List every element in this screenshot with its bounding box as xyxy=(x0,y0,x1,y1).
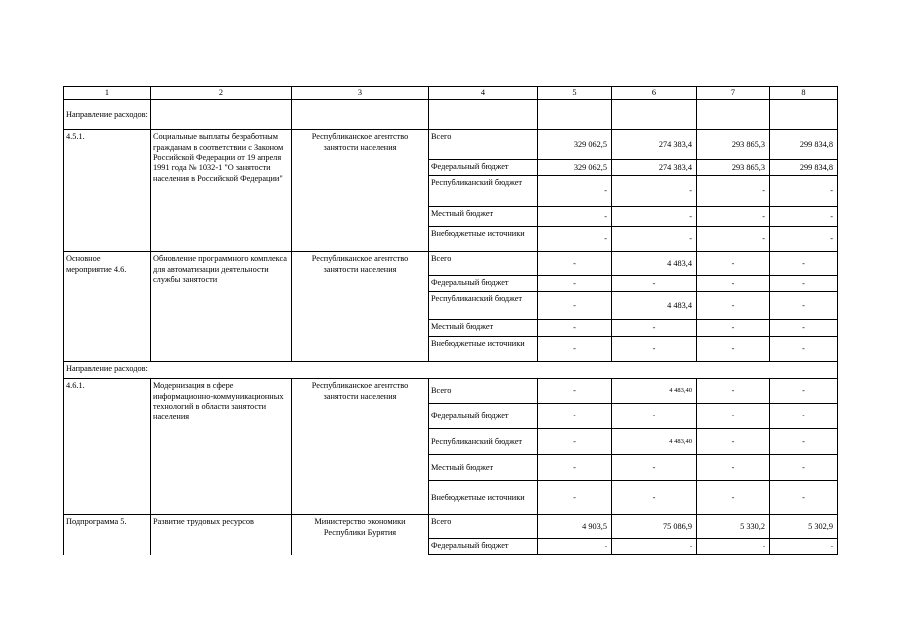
value-cell: - xyxy=(770,207,838,227)
col-header-7: 7 xyxy=(697,87,770,100)
value-cell: - xyxy=(697,207,770,227)
row-executor: Республиканское агентство занятости населения xyxy=(292,130,429,252)
source-label: Республиканский бюджет xyxy=(429,176,538,207)
value-cell: - xyxy=(697,455,770,481)
source-label: Местный бюджет xyxy=(429,455,538,481)
value-cell: - xyxy=(770,337,838,362)
section-row xyxy=(64,362,838,379)
value-cell: - xyxy=(697,320,770,337)
source-label: Республиканский бюджет xyxy=(429,292,538,320)
row-code: 4.5.1. xyxy=(64,130,151,252)
row-name: Модернизация в сфере информационно-коммуникационных технологий в области занятости населения xyxy=(151,379,292,515)
value-cell: - xyxy=(770,481,838,515)
col-header-4: 4 xyxy=(429,87,538,100)
value-cell: - xyxy=(538,292,612,320)
value-cell: - xyxy=(770,455,838,481)
value-cell: 5 330,2 xyxy=(697,515,770,539)
value-cell: - xyxy=(612,539,697,555)
value-cell: - xyxy=(697,176,770,207)
table-row xyxy=(64,252,838,276)
col-header-5: 5 xyxy=(538,87,612,100)
col-header-1: 1 xyxy=(64,87,151,100)
value-cell: - xyxy=(697,252,770,276)
value-cell: - xyxy=(697,429,770,455)
source-label: Всего xyxy=(429,379,538,404)
table-row xyxy=(64,379,838,404)
row-code: 4.6.1. xyxy=(64,379,151,515)
value-cell: - xyxy=(612,276,697,292)
value-cell: - xyxy=(612,481,697,515)
value-cell: - xyxy=(538,320,612,337)
source-label: Всего xyxy=(429,252,538,276)
source-label: Всего xyxy=(429,130,538,160)
value-cell: 274 383,4 xyxy=(612,130,697,160)
row-name: Обновление программного комплекса для автоматизации деятельности службы занятости xyxy=(151,252,292,362)
value-cell: - xyxy=(770,539,838,555)
value-cell: 293 865,3 xyxy=(697,160,770,176)
source-label: Федеральный бюджет xyxy=(429,404,538,429)
header-row xyxy=(64,87,838,100)
value-cell: - xyxy=(538,276,612,292)
value-cell: 4 903,5 xyxy=(538,515,612,539)
row-code: Подпрограмма 5. xyxy=(64,515,151,555)
value-cell: 4 483,4 xyxy=(612,252,697,276)
value-cell: - xyxy=(612,207,697,227)
value-cell: 4 483,40 xyxy=(612,379,697,404)
value-cell: 329 062,5 xyxy=(538,160,612,176)
value-cell: - xyxy=(770,292,838,320)
table-row xyxy=(64,130,838,160)
value-cell: - xyxy=(770,252,838,276)
col-header-3: 3 xyxy=(292,87,429,100)
value-cell: - xyxy=(697,337,770,362)
value-cell: - xyxy=(770,320,838,337)
value-cell: - xyxy=(538,539,612,555)
source-label: Всего xyxy=(429,515,538,539)
source-label: Республиканский бюджет xyxy=(429,429,538,455)
value-cell: 299 834,8 xyxy=(770,130,838,160)
value-cell: - xyxy=(697,539,770,555)
row-code: Основное мероприятие 4.6. xyxy=(64,252,151,362)
section-row xyxy=(64,100,838,130)
value-cell: 299 834,8 xyxy=(770,160,838,176)
value-cell: - xyxy=(538,337,612,362)
value-cell: - xyxy=(538,455,612,481)
source-label: Местный бюджет xyxy=(429,207,538,227)
value-cell: - xyxy=(697,276,770,292)
value-cell: 4 483,4 xyxy=(612,292,697,320)
section-title: Направление расходов: xyxy=(64,100,151,130)
value-cell: - xyxy=(612,337,697,362)
value-cell: - xyxy=(612,176,697,207)
value-cell: 5 302,9 xyxy=(770,515,838,539)
source-label: Внебюджетные источники xyxy=(429,481,538,515)
value-cell: - xyxy=(538,404,612,429)
value-cell: - xyxy=(697,227,770,252)
value-cell: - xyxy=(697,404,770,429)
value-cell: - xyxy=(538,252,612,276)
value-cell: - xyxy=(538,429,612,455)
value-cell: - xyxy=(538,176,612,207)
source-label: Федеральный бюджет xyxy=(429,539,538,555)
value-cell: - xyxy=(538,227,612,252)
value-cell: 329 062,5 xyxy=(538,130,612,160)
source-label: Внебюджетные источники xyxy=(429,227,538,252)
row-name: Развитие трудовых ресурсов xyxy=(151,515,292,555)
row-executor: Республиканское агентство занятости населения xyxy=(292,252,429,362)
value-cell: - xyxy=(612,404,697,429)
value-cell: - xyxy=(538,481,612,515)
value-cell: - xyxy=(697,481,770,515)
col-header-6: 6 xyxy=(612,87,697,100)
row-executor: Министерство экономики Республики Бурятия xyxy=(292,515,429,555)
value-cell: - xyxy=(770,227,838,252)
table-row xyxy=(64,515,838,539)
value-cell: - xyxy=(770,404,838,429)
value-cell: - xyxy=(770,176,838,207)
col-header-8: 8 xyxy=(770,87,838,100)
source-label: Федеральный бюджет xyxy=(429,160,538,176)
value-cell: - xyxy=(770,276,838,292)
source-label: Местный бюджет xyxy=(429,320,538,337)
source-label: Федеральный бюджет xyxy=(429,276,538,292)
value-cell: - xyxy=(612,455,697,481)
value-cell: - xyxy=(612,320,697,337)
value-cell: 274 383,4 xyxy=(612,160,697,176)
col-header-2: 2 xyxy=(151,87,292,100)
value-cell: - xyxy=(612,227,697,252)
value-cell: - xyxy=(538,207,612,227)
value-cell: - xyxy=(770,429,838,455)
row-executor: Республиканское агентство занятости населения xyxy=(292,379,429,515)
value-cell: 4 483,40 xyxy=(612,429,697,455)
source-label: Внебюджетные источники xyxy=(429,337,538,362)
value-cell: 75 086,9 xyxy=(612,515,697,539)
value-cell: - xyxy=(697,292,770,320)
budget-table xyxy=(63,86,838,555)
section-title: Направление расходов: xyxy=(64,362,838,379)
value-cell: - xyxy=(770,379,838,404)
value-cell: - xyxy=(538,379,612,404)
value-cell: - xyxy=(697,379,770,404)
value-cell: 293 865,3 xyxy=(697,130,770,160)
row-name: Социальные выплаты безработным гражданам в соответствии с Законом Российской Федерации от 19 апреля 1991 года № 1032-1 "О занятости населения в Российской Федерации" xyxy=(151,130,292,252)
